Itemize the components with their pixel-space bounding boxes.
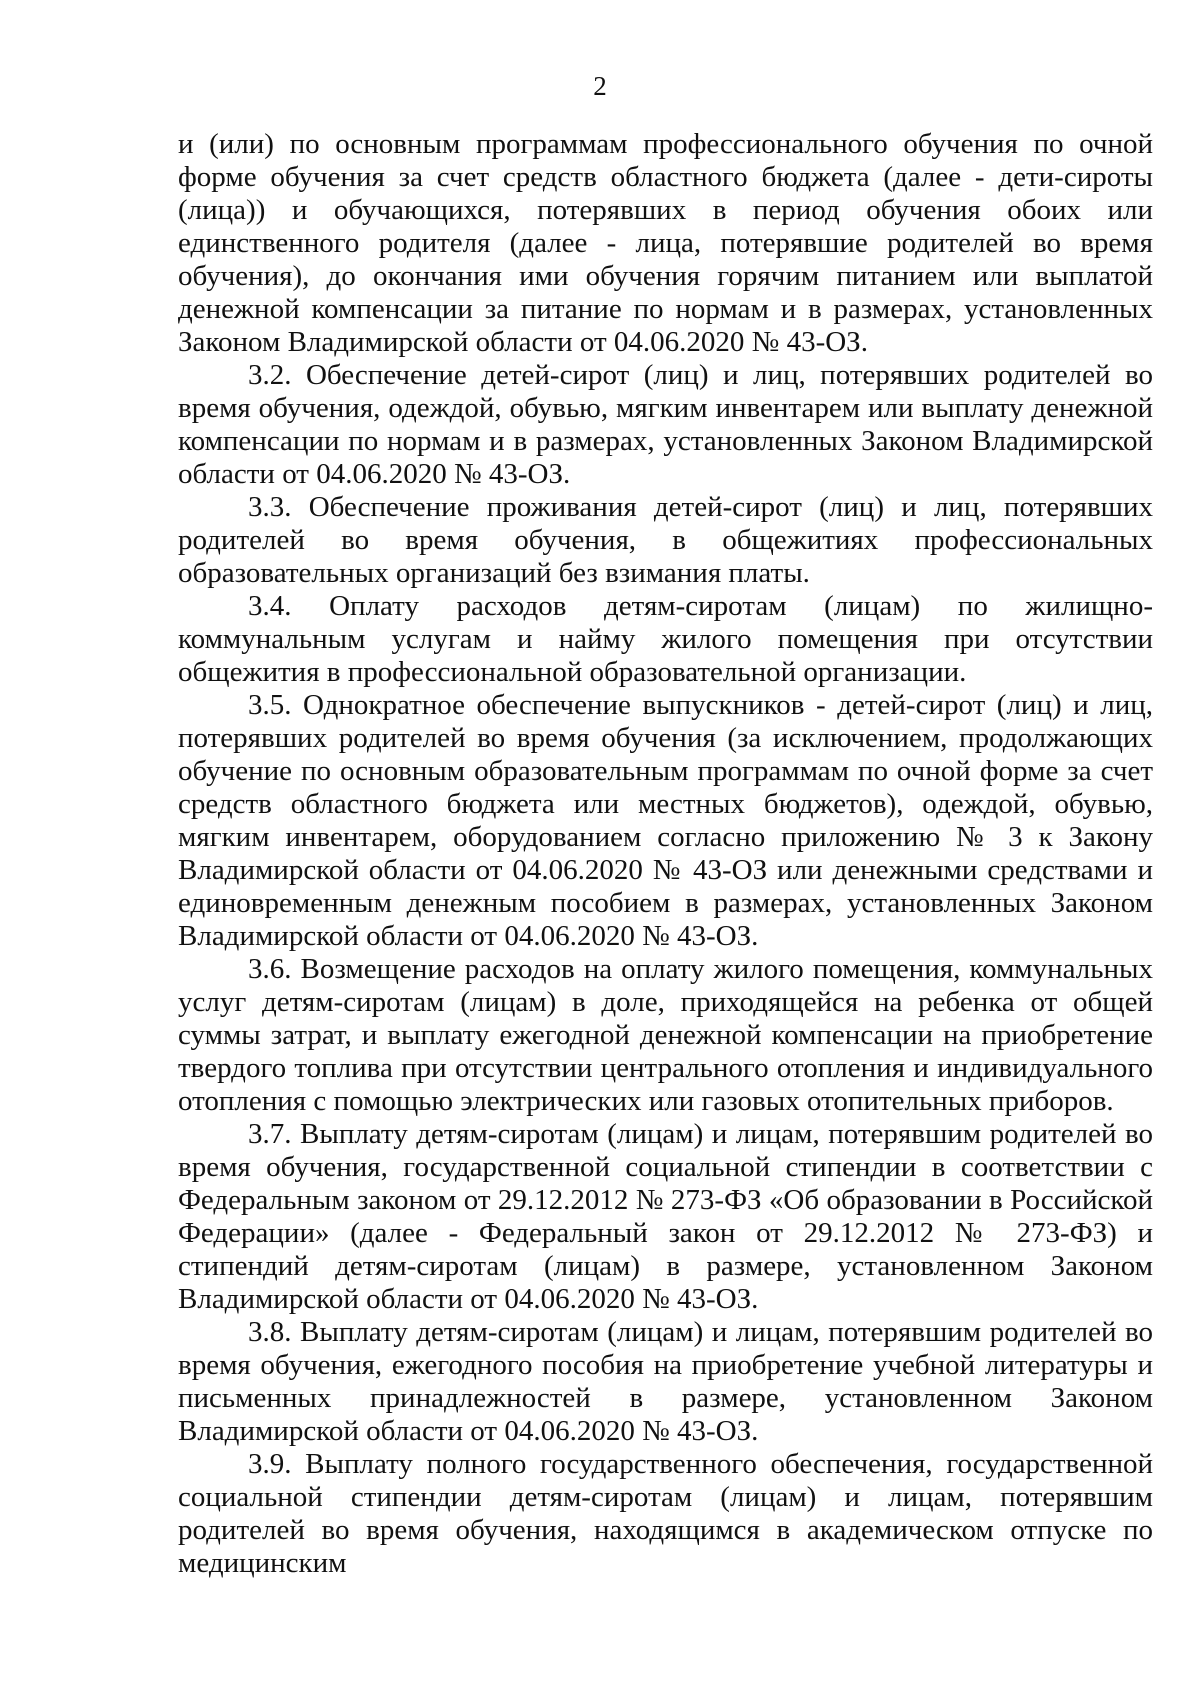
paragraph-3-2: 3.2. Обеспечение детей-сирот (лиц) и лиц, потерявших родителей во время обучения, одеждой, обувью, мягким инвентарем или выплату денежной компенсации по нормам и в размерах, установленных Законом Владимирской области от 04.06.2020 № 43-ОЗ.: [178, 359, 1153, 490]
paragraph-continuation: и (или) по основным программам профессионального обучения по очной форме обучения за счет средств областного бюджета (далее - дети-сироты (лица)) и обучающихся, потерявших в период обучения обоих или единственного родителя (далее - лица, потерявшие родителей во время обучения), до окончания ими обучения горячим питанием или выплатой денежной компенсации за питание по нормам и в размерах, установленных Законом Владимирской области от 04.06.2020 № 43-ОЗ.: [178, 128, 1153, 358]
paragraph-3-4: 3.4. Оплату расходов детям-сиротам (лицам) по жилищно-коммунальным услугам и найму жилого помещения при отсутствии общежития в профессиональной образовательной организации.: [178, 590, 1153, 688]
paragraph-3-8: 3.8. Выплату детям-сиротам (лицам) и лицам, потерявшим родителей во время обучения, ежегодного пособия на приобретение учебной литературы и письменных принадлежностей в размере, установленном Законом Владимирской области от 04.06.2020 № 43-ОЗ.: [178, 1316, 1153, 1447]
paragraph-3-6: 3.6. Возмещение расходов на оплату жилого помещения, коммунальных услуг детям-сиротам (лицам) в доле, приходящейся на ребенка от общей суммы затрат, и выплату ежегодной денежной компенсации на приобретение твердого топлива при отсутствии центрального отопления и индивидуального отопления с помощью электрических или газовых отопительных приборов.: [178, 953, 1153, 1117]
document-body: [178, 128, 1153, 1580]
paragraph-3-3: 3.3. Обеспечение проживания детей-сирот (лиц) и лиц, потерявших родителей во время обучения, в общежитиях профессиональных образовательных организаций без взимания платы.: [178, 491, 1153, 589]
page-number: 2: [593, 71, 607, 101]
paragraph-3-9: 3.9. Выплату полного государственного обеспечения, государственной социальной стипендии детям-сиротам (лицам) и лицам, потерявшим родителей во время обучения, находящимся в академическом отпуске по медицинским: [178, 1448, 1153, 1579]
paragraph-3-5: 3.5. Однократное обеспечение выпускников - детей-сирот (лиц) и лиц, потерявших родителей во время обучения (за исключением, продолжающих обучение по основным образовательным программам по очной форме за счет средств областного бюджета или местных бюджетов), одеждой, обувью, мягким инвентарем, оборудованием согласно приложению № 3 к Закону Владимирской области от 04.06.2020 № 43-ОЗ или денежными средствами и единовременным денежным пособием в размерах, установленных Законом Владимирской области от 04.06.2020 № 43-ОЗ.: [178, 689, 1153, 952]
paragraph-3-7: 3.7. Выплату детям-сиротам (лицам) и лицам, потерявшим родителей во время обучения, государственной социальной стипендии в соответствии с Федеральным законом от 29.12.2012 № 273-ФЗ «Об образовании в Российской Федерации» (далее - Федеральный закон от 29.12.2012 № 273-ФЗ) и стипендий детям-сиротам (лицам) в размере, установленном Законом Владимирской области от 04.06.2020 № 43-ОЗ.: [178, 1118, 1153, 1315]
